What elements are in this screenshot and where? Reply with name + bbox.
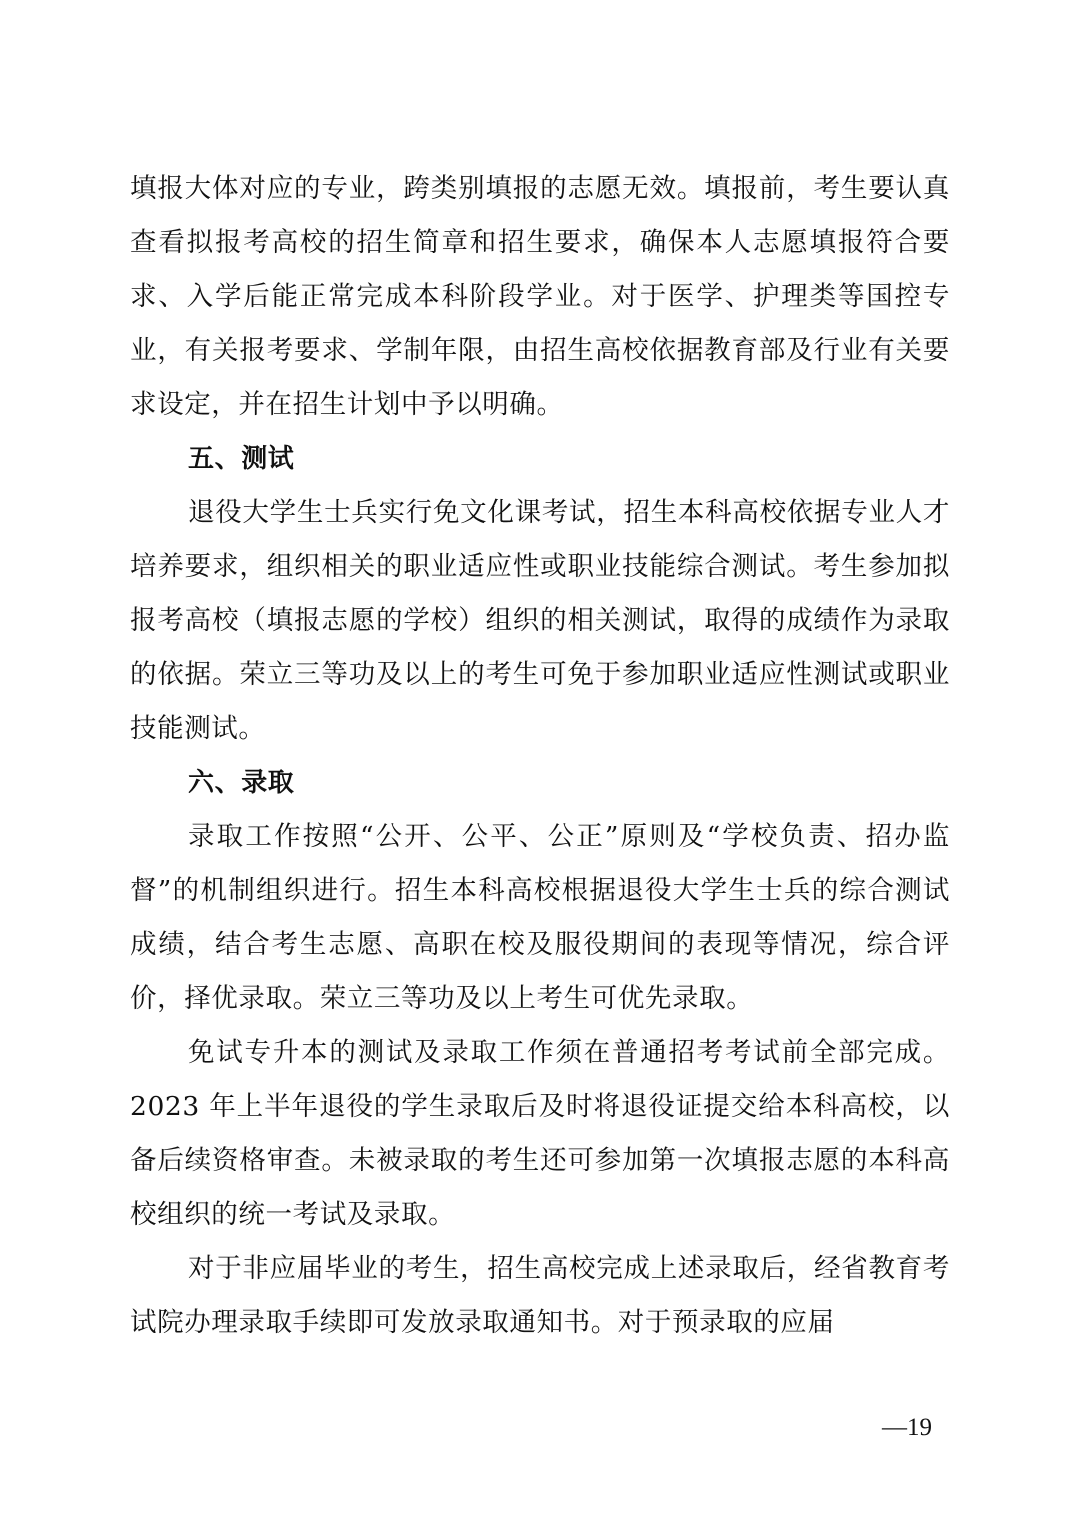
paragraph-major-matching: 填报大体对应的专业，跨类别填报的志愿无效。填报前，考生要认真查看拟报考高校的招生简章和招生要求，确保本人志愿填报符合要求、入学后能正常完成本科阶段学业。对于医学、护理类等国控专业，有关报考要求、学制年限，由招生高校依据教育部及行业有关要求设定，并在招生计划中予以明确。	[130, 173, 950, 420]
paragraph-exam-free-timeline: 免试专升本的测试及录取工作须在普通招考考试前全部完成。2023 年上半年退役的学生录取后及时将退役证提交给本科高校，以备后续资格审查。未被录取的考生还可参加第一次填报志愿的本科高校组织的统一考试及录取。	[130, 1037, 950, 1230]
paragraph-admission-principles: 录取工作按照“公开、公平、公正”原则及“学校负责、招办监督”的机制组织进行。招生本科高校根据退役大学生士兵的综合测试成绩，结合考生志愿、高职在校及服役期间的表现等情况，综合评价，择优录取。荣立三等功及以上考生可优先录取。	[130, 821, 950, 1014]
document-body	[130, 162, 950, 1350]
heading-admission: 六、录取	[188, 768, 295, 798]
paragraph-non-graduates: 对于非应届毕业的考生，招生高校完成上述录取后，经省教育考试院办理录取手续即可发放录取通知书。对于预录取的应届	[130, 1253, 950, 1338]
page-number: —19	[882, 1414, 932, 1441]
paragraph-testing: 退役大学生士兵实行免文化课考试，招生本科高校依据专业人才培养要求，组织相关的职业适应性或职业技能综合测试。考生参加拟报考高校（填报志愿的学校）组织的相关测试，取得的成绩作为录取的依据。荣立三等功及以上的考生可免于参加职业适应性测试或职业技能测试。	[130, 497, 950, 744]
heading-testing: 五、测试	[188, 444, 295, 474]
